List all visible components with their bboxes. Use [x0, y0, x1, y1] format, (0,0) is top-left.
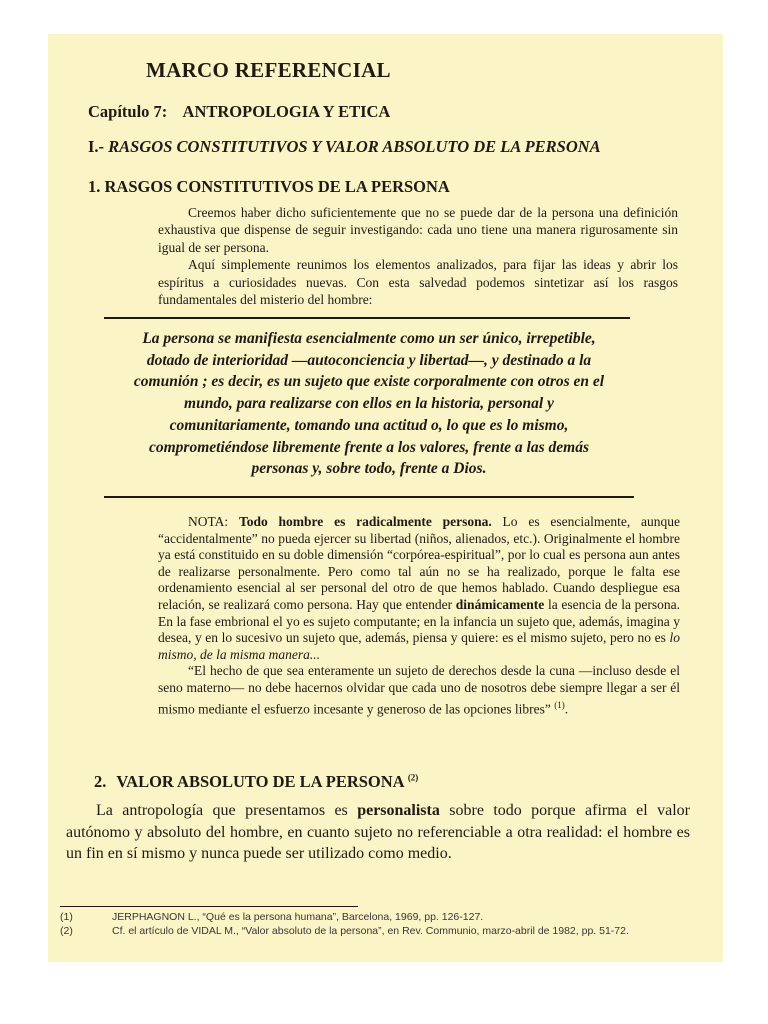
subsection-1-heading: 1. RASGOS CONSTITUTIVOS DE LA PERSONA [88, 177, 450, 196]
footnote-ref-1[interactable]: (1) [554, 699, 565, 710]
note-bold-lead: Todo hombre es radicalmente persona. [238, 514, 492, 529]
quote-top-rule [104, 317, 630, 319]
note-text: Lo es esencialmente, aunque “accidentalmente” no pueda ejercer su libertad (niños, alienados, etc.). Originalmente el hombre ya está constituido en su doble dimensión “corpórea-espiritual”, por lo cual es persona aun antes de realizarse personalmente. Pero como tal aún no se ha realizado, porque le falta ese ordenamiento esencial al ser personal del otro de que hemos hablado. Cuando despliegue esa relación, se realizará como persona. Hay que entender [158, 514, 680, 612]
note-paragraph [158, 514, 680, 663]
note-bold-term: dinámicamente [455, 596, 545, 612]
footnote-text: Cf. el artículo de VIDAL M., “Valor absoluto de la persona”, en Rev. Communio, marzo-abril de 1982, pp. 51-72. [112, 924, 629, 937]
subsection-2-paragraph [66, 800, 690, 865]
intro-text [158, 204, 678, 308]
note-block [158, 514, 680, 718]
quote-bottom-rule [104, 496, 634, 498]
body-bold-term: personalista [357, 802, 440, 819]
note-text: la esencia de la persona. En la fase embrional el yo es sujeto computante; en la infancia un sujeto que, además, imagina y desea, y en lo sucesivo un sujeto que, además, piensa y quiere: es el mismo sujeto, pero no es [158, 596, 680, 646]
chapter-title: ANTROPOLOGIA Y ETICA [182, 102, 391, 121]
body-text: La antropología que presentamos es [96, 802, 358, 819]
intro-paragraph: Creemos haber dicho suficientemente que no se puede dar de la persona una definición exhaustiva que dispense de seguir investigando: cada uno tiene una manera rigurosamente sin igual de ser persona. [158, 205, 678, 255]
body-text: sobre todo porque afirma el valor autónomo y absoluto del hombre, en cuanto sujeto no referenciable a otra realidad: el hombre es un fin en sí mismo y nunca puede ser utilizado como medio. [66, 802, 690, 862]
footnote-number: (2) [60, 924, 73, 937]
section-number: I.- [88, 137, 105, 156]
subsection-2-number: 2. [94, 772, 107, 791]
section-heading [88, 137, 601, 157]
chapter-heading [88, 102, 390, 122]
footnote-text: JERPHAGNON L., “Qué es la persona humana”, Barcelona, 1969, pp. 126-127. [112, 911, 484, 923]
section-title: RASGOS CONSTITUTIVOS Y VALOR ABSOLUTO DE LA PERSONA [108, 137, 601, 156]
intro-paragraph: Aquí simplemente reunimos los elementos analizados, para fijar las ideas y abrir los espíritus a curiosidades nuevas. Con esta salvedad podemos sintetizar así los rasgos fundamentales del misterio del hombre: [158, 257, 678, 308]
chapter-label: Capítulo 7: [88, 102, 168, 121]
footnote-ref-2[interactable]: (2) [407, 772, 419, 783]
footnote-item [60, 925, 700, 939]
document-page [48, 34, 723, 962]
subsection-2-heading [94, 772, 418, 792]
note-italic-end: lo mismo, de la misma manera... [158, 630, 680, 662]
subsection-2-body [66, 800, 690, 865]
note-quote-end: . [564, 701, 569, 717]
footnotes [60, 911, 700, 938]
note-quote-paragraph [158, 663, 680, 717]
footnote-divider [60, 906, 358, 907]
note-quote: “El hecho de que sea enteramente un sujeto de derechos desde la cuna —incluso desde el seno materno— no debe hacernos olvidar que cada uno de nosotros debe siempre llegar a ser él mismo mediante el esfuerzo incesante y generoso de las opciones libres” [158, 663, 680, 717]
footnote-item [60, 911, 700, 925]
footnote-number: (1) [60, 911, 73, 923]
note-label: NOTA: [188, 514, 229, 529]
subsection-2-title: VALOR ABSOLUTO DE LA PERSONA [116, 772, 404, 791]
document-title: MARCO REFERENCIAL [146, 58, 391, 82]
definition-quote: La persona se manifiesta esencialmente como un ser único, irrepetible, dotado de interioridad —autoconciencia y libertad—, y destinado a la comunión ; es decir, es un sujeto que existe corporalmente con otros en el mundo, para realizarse con ellos en la historia, personal y comunitariamente, tomando una actitud o, lo que es lo mismo, comprometiéndose libremente frente a los valores, frente a las demás personas y, sobre todo, frente a Dios. [133, 330, 605, 478]
